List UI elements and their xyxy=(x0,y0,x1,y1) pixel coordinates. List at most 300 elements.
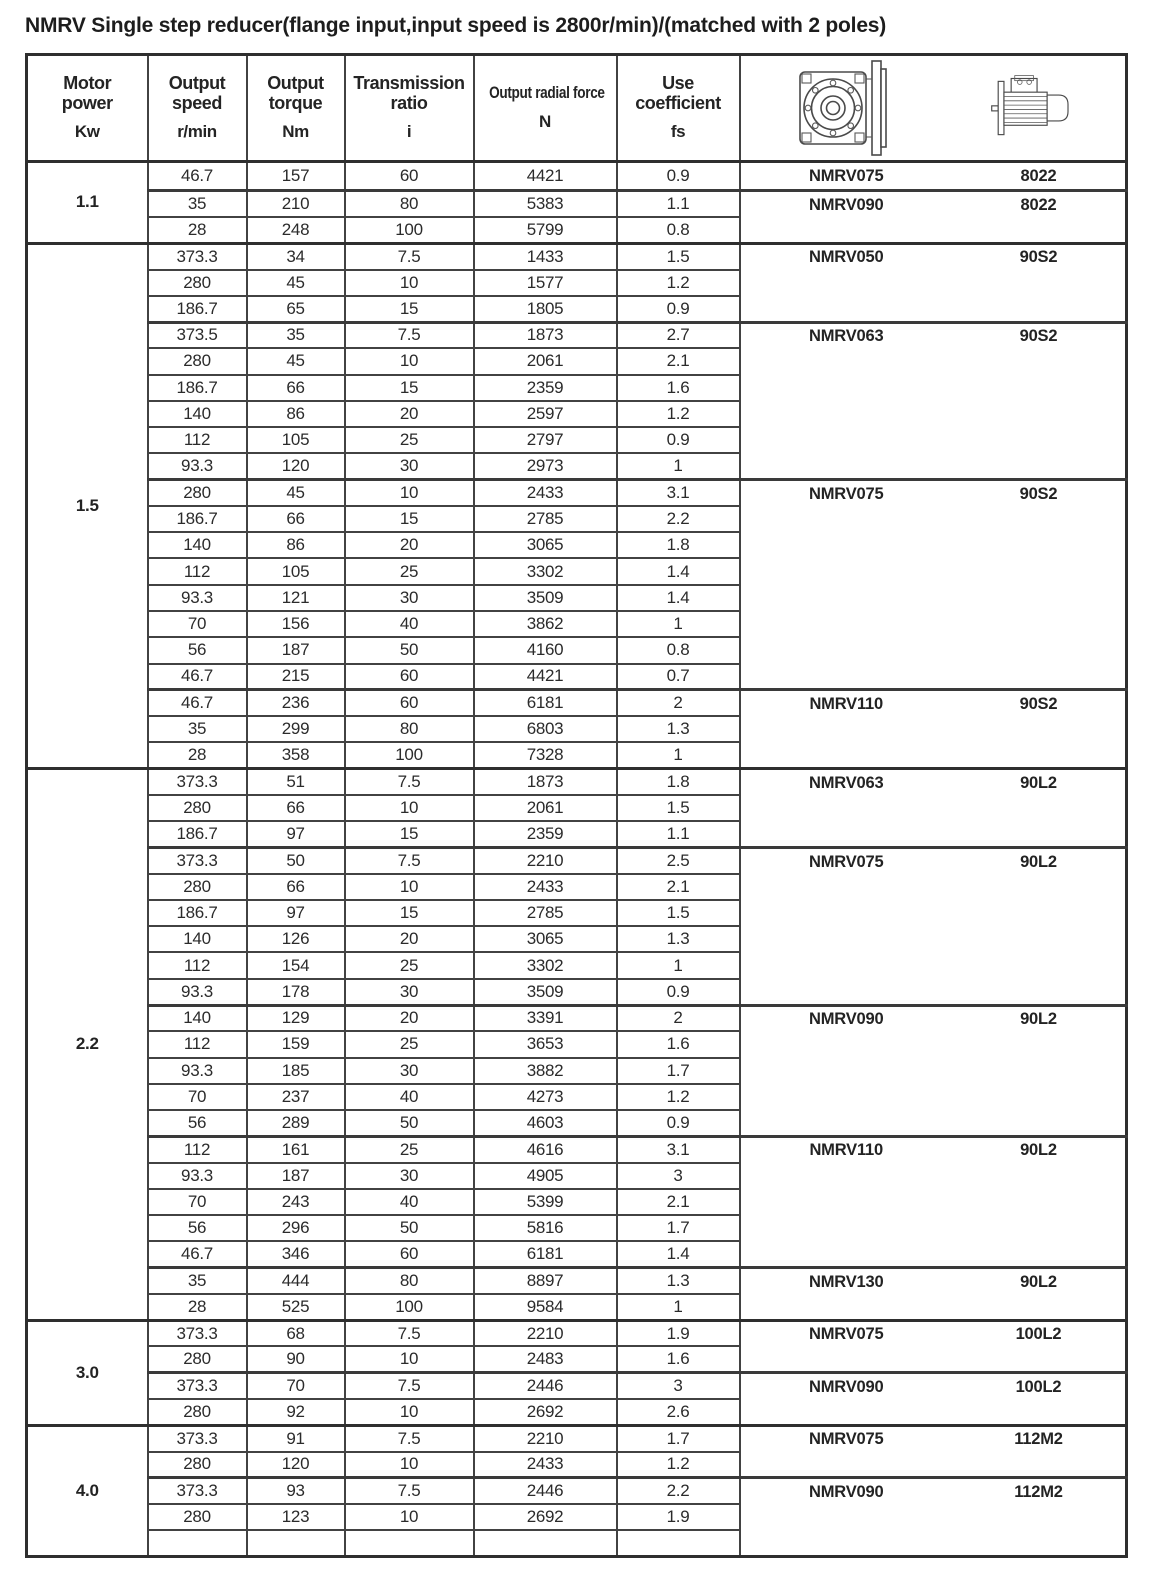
col-unit: N xyxy=(539,112,551,131)
use-coefficient-cell: 2 xyxy=(617,690,740,716)
output-torque-cell: 34 xyxy=(247,243,345,269)
col-label: Output radial force xyxy=(488,83,605,103)
output-radial-force-cell: 2433 xyxy=(474,480,617,506)
reducer-model-label: NMRV075 xyxy=(809,1325,884,1344)
col-label: coefficient xyxy=(635,92,721,113)
output-radial-force-cell: 2210 xyxy=(474,1320,617,1346)
col-header-output-speed xyxy=(148,55,247,162)
table-row xyxy=(27,1373,1127,1399)
transmission-ratio-cell: 10 xyxy=(345,874,474,900)
table-row xyxy=(27,162,1127,191)
output-speed-cell: 70 xyxy=(148,1189,247,1215)
transmission-ratio-cell: 7.5 xyxy=(345,1478,474,1504)
output-torque-cell: 92 xyxy=(247,1399,345,1425)
output-speed-cell: 280 xyxy=(148,795,247,821)
worm-gearbox-icon xyxy=(741,58,952,158)
use-coefficient-cell: 1.6 xyxy=(617,1346,740,1372)
reducer-model-label: NMRV090 xyxy=(809,195,884,214)
motor-frame-label: 90L2 xyxy=(1020,773,1057,792)
output-speed-cell: 373.3 xyxy=(148,847,247,873)
transmission-ratio-cell: 25 xyxy=(345,952,474,978)
use-coefficient-cell: 1.7 xyxy=(617,1215,740,1241)
output-torque-cell: 45 xyxy=(247,348,345,374)
output-radial-force-cell: 5383 xyxy=(474,191,617,217)
output-torque-cell: 154 xyxy=(247,952,345,978)
transmission-ratio-cell: 20 xyxy=(345,926,474,952)
motor-frame-label: 90S2 xyxy=(1019,694,1058,713)
output-speed-cell: 280 xyxy=(148,270,247,296)
transmission-ratio-cell: 25 xyxy=(345,427,474,453)
output-speed-cell: 186.7 xyxy=(148,296,247,322)
reducer-model-label: NMRV075 xyxy=(809,484,884,503)
col-label: power xyxy=(61,92,113,113)
use-coefficient-cell: 1.6 xyxy=(617,375,740,401)
output-radial-force-cell: 9584 xyxy=(474,1294,617,1320)
page-title: NMRV Single step reducer(flange input,input speed is 2800r/min)/(matched with 2 poles) xyxy=(25,14,887,37)
output-speed-cell: 56 xyxy=(148,637,247,663)
transmission-ratio-cell: 60 xyxy=(345,162,474,191)
transmission-ratio-cell: 60 xyxy=(345,690,474,716)
output-torque-cell: 123 xyxy=(247,1504,345,1530)
output-torque-cell: 66 xyxy=(247,874,345,900)
output-torque-cell: 185 xyxy=(247,1058,345,1084)
col-unit: i xyxy=(406,122,412,142)
output-torque-cell: 86 xyxy=(247,532,345,558)
table-row xyxy=(27,1478,1127,1504)
output-torque-cell: 159 xyxy=(247,1031,345,1057)
output-radial-force-cell: 2061 xyxy=(474,348,617,374)
use-coefficient-cell xyxy=(617,1530,740,1556)
output-torque-cell xyxy=(247,1530,345,1556)
transmission-ratio-cell: 15 xyxy=(345,506,474,532)
transmission-ratio-cell: 80 xyxy=(345,1268,474,1294)
output-speed-cell: 280 xyxy=(148,1346,247,1372)
output-speed-cell: 46.7 xyxy=(148,690,247,716)
model-frame-cell xyxy=(740,1373,1127,1426)
col-label: ratio xyxy=(390,92,428,113)
output-speed-cell: 28 xyxy=(148,742,247,768)
transmission-ratio-cell: 25 xyxy=(345,1031,474,1057)
transmission-ratio-cell: 15 xyxy=(345,900,474,926)
output-radial-force-cell: 2359 xyxy=(474,821,617,847)
output-speed-cell: 373.3 xyxy=(148,243,247,269)
use-coefficient-cell: 1.1 xyxy=(617,191,740,217)
output-torque-cell: 210 xyxy=(247,191,345,217)
output-speed-cell: 186.7 xyxy=(148,375,247,401)
table-row xyxy=(27,322,1127,348)
use-coefficient-cell: 0.9 xyxy=(617,979,740,1005)
col-header-output-radial-force xyxy=(474,55,617,162)
motor-frame-label: 90L2 xyxy=(1020,852,1057,871)
output-speed-cell: 112 xyxy=(148,427,247,453)
motor-frame-label: 8022 xyxy=(1020,195,1057,214)
output-radial-force-cell: 2785 xyxy=(474,506,617,532)
output-radial-force-cell: 1577 xyxy=(474,270,617,296)
transmission-ratio-cell: 10 xyxy=(345,1346,474,1372)
output-torque-cell: 161 xyxy=(247,1136,345,1162)
reducer-model-label: NMRV063 xyxy=(809,327,884,346)
use-coefficient-cell: 1.5 xyxy=(617,243,740,269)
col-unit: Nm xyxy=(282,122,309,142)
use-coefficient-cell: 1.6 xyxy=(617,1031,740,1057)
use-coefficient-cell: 2.1 xyxy=(617,874,740,900)
transmission-ratio-cell: 10 xyxy=(345,270,474,296)
output-speed-cell: 280 xyxy=(148,1504,247,1530)
output-torque-cell: 187 xyxy=(247,637,345,663)
reducer-model-label: NMRV110 xyxy=(809,694,883,713)
output-radial-force-cell: 4273 xyxy=(474,1084,617,1110)
output-speed-cell: 35 xyxy=(148,1268,247,1294)
output-torque-cell: 45 xyxy=(247,480,345,506)
model-frame-cell xyxy=(740,1268,1127,1321)
output-speed-cell: 373.3 xyxy=(148,769,247,795)
output-speed-cell: 140 xyxy=(148,1005,247,1031)
output-torque-cell: 105 xyxy=(247,427,345,453)
output-torque-cell: 444 xyxy=(247,1268,345,1294)
output-speed-cell: 140 xyxy=(148,401,247,427)
transmission-ratio-cell: 60 xyxy=(345,664,474,690)
col-unit: Kw xyxy=(74,122,100,142)
col-header-motor-power xyxy=(27,55,148,162)
transmission-ratio-cell: 7.5 xyxy=(345,1373,474,1399)
use-coefficient-cell: 1 xyxy=(617,952,740,978)
col-label: torque xyxy=(268,92,323,113)
output-torque-cell: 120 xyxy=(247,1452,345,1478)
motor-frame-label: 112M2 xyxy=(1014,1482,1063,1501)
output-speed-cell: 70 xyxy=(148,1084,247,1110)
transmission-ratio-cell: 25 xyxy=(345,1136,474,1162)
output-radial-force-cell: 1873 xyxy=(474,769,617,795)
output-torque-cell: 65 xyxy=(247,296,345,322)
motor-power-cell: 2.2 xyxy=(27,769,148,1321)
output-speed-cell: 46.7 xyxy=(148,1241,247,1267)
output-speed-cell: 56 xyxy=(148,1215,247,1241)
transmission-ratio-cell: 7.5 xyxy=(345,1320,474,1346)
output-radial-force-cell xyxy=(474,1530,617,1556)
use-coefficient-cell: 1.8 xyxy=(617,532,740,558)
output-torque-cell: 296 xyxy=(247,1215,345,1241)
use-coefficient-cell: 1.2 xyxy=(617,1084,740,1110)
output-radial-force-cell: 2446 xyxy=(474,1478,617,1504)
output-speed-cell: 280 xyxy=(148,874,247,900)
output-radial-force-cell: 2597 xyxy=(474,401,617,427)
motor-frame-label: 90S2 xyxy=(1019,327,1058,346)
output-torque-cell: 91 xyxy=(247,1425,345,1451)
output-speed-cell: 112 xyxy=(148,952,247,978)
table-row xyxy=(27,191,1127,217)
output-speed-cell: 186.7 xyxy=(148,900,247,926)
model-frame-cell xyxy=(740,1478,1127,1557)
motor-power-cell: 4.0 xyxy=(27,1425,148,1556)
table-row xyxy=(27,690,1127,716)
transmission-ratio-cell: 7.5 xyxy=(345,769,474,795)
output-torque-cell: 129 xyxy=(247,1005,345,1031)
output-torque-cell: 525 xyxy=(247,1294,345,1320)
motor-frame-label: 90L2 xyxy=(1020,1010,1057,1029)
output-radial-force-cell: 3509 xyxy=(474,585,617,611)
transmission-ratio-cell: 15 xyxy=(345,821,474,847)
model-frame-cell xyxy=(740,191,1127,244)
transmission-ratio-cell: 25 xyxy=(345,558,474,584)
output-torque-cell: 45 xyxy=(247,270,345,296)
spec-table xyxy=(25,53,1128,1558)
reducer-model-label: NMRV050 xyxy=(809,248,884,267)
transmission-ratio-cell: 40 xyxy=(345,1084,474,1110)
model-frame-cell xyxy=(740,480,1127,690)
output-torque-cell: 237 xyxy=(247,1084,345,1110)
use-coefficient-cell: 2.6 xyxy=(617,1399,740,1425)
col-header-transmission-ratio xyxy=(345,55,474,162)
output-speed-cell: 93.3 xyxy=(148,585,247,611)
reducer-model-label: NMRV075 xyxy=(809,1430,884,1449)
transmission-ratio-cell: 7.5 xyxy=(345,847,474,873)
output-torque-cell: 66 xyxy=(247,375,345,401)
output-radial-force-cell: 2797 xyxy=(474,427,617,453)
output-torque-cell: 66 xyxy=(247,506,345,532)
col-label: Output xyxy=(267,72,324,93)
output-radial-force-cell: 6803 xyxy=(474,716,617,742)
output-radial-force-cell: 3882 xyxy=(474,1058,617,1084)
output-speed-cell: 186.7 xyxy=(148,821,247,847)
output-torque-cell: 70 xyxy=(247,1373,345,1399)
use-coefficient-cell: 3 xyxy=(617,1373,740,1399)
output-radial-force-cell: 1805 xyxy=(474,296,617,322)
transmission-ratio-cell: 15 xyxy=(345,296,474,322)
output-radial-force-cell: 6181 xyxy=(474,1241,617,1267)
output-radial-force-cell: 2210 xyxy=(474,1425,617,1451)
output-torque-cell: 93 xyxy=(247,1478,345,1504)
motor-frame-label: 90S2 xyxy=(1019,248,1058,267)
output-radial-force-cell: 6181 xyxy=(474,690,617,716)
output-radial-force-cell: 4616 xyxy=(474,1136,617,1162)
reducer-model-label: NMRV110 xyxy=(809,1141,883,1160)
output-radial-force-cell: 7328 xyxy=(474,742,617,768)
use-coefficient-cell: 1.4 xyxy=(617,585,740,611)
transmission-ratio-cell: 10 xyxy=(345,480,474,506)
transmission-ratio-cell: 30 xyxy=(345,979,474,1005)
output-speed-cell: 112 xyxy=(148,1031,247,1057)
transmission-ratio-cell: 30 xyxy=(345,1058,474,1084)
output-speed-cell: 280 xyxy=(148,1399,247,1425)
use-coefficient-cell: 0.9 xyxy=(617,427,740,453)
use-coefficient-cell: 0.9 xyxy=(617,162,740,191)
motor-power-cell: 3.0 xyxy=(27,1320,148,1425)
model-frame-cell xyxy=(740,1136,1127,1267)
output-torque-cell: 97 xyxy=(247,821,345,847)
reducer-model-label: NMRV075 xyxy=(809,852,884,871)
use-coefficient-cell: 1.4 xyxy=(617,558,740,584)
output-radial-force-cell: 2692 xyxy=(474,1504,617,1530)
transmission-ratio-cell: 100 xyxy=(345,1294,474,1320)
motor-frame-label: 90L2 xyxy=(1020,1272,1057,1291)
output-speed-cell: 93.3 xyxy=(148,1058,247,1084)
output-radial-force-cell: 3065 xyxy=(474,926,617,952)
use-coefficient-cell: 1.1 xyxy=(617,821,740,847)
use-coefficient-cell: 1 xyxy=(617,1294,740,1320)
transmission-ratio-cell: 10 xyxy=(345,795,474,821)
use-coefficient-cell: 1.2 xyxy=(617,1452,740,1478)
output-torque-cell: 289 xyxy=(247,1110,345,1136)
table-row xyxy=(27,1320,1127,1346)
output-speed-cell: 373.5 xyxy=(148,322,247,348)
use-coefficient-cell: 1.2 xyxy=(617,401,740,427)
use-coefficient-cell: 0.9 xyxy=(617,1110,740,1136)
motor-frame-label: 8022 xyxy=(1020,166,1057,185)
output-radial-force-cell: 2359 xyxy=(474,375,617,401)
output-radial-force-cell: 2433 xyxy=(474,1452,617,1478)
table-row xyxy=(27,769,1127,795)
output-torque-cell: 126 xyxy=(247,926,345,952)
use-coefficient-cell: 1.5 xyxy=(617,795,740,821)
model-frame-cell xyxy=(740,243,1127,322)
output-speed-cell: 140 xyxy=(148,926,247,952)
transmission-ratio-cell: 100 xyxy=(345,742,474,768)
transmission-ratio-cell: 80 xyxy=(345,191,474,217)
output-torque-cell: 358 xyxy=(247,742,345,768)
motor-frame-label: 90L2 xyxy=(1020,1141,1057,1160)
output-speed-cell: 93.3 xyxy=(148,453,247,479)
col-label: Motor xyxy=(63,72,112,93)
output-radial-force-cell: 2692 xyxy=(474,1399,617,1425)
use-coefficient-cell: 1.3 xyxy=(617,1268,740,1294)
output-radial-force-cell: 3302 xyxy=(474,558,617,584)
output-speed-cell: 93.3 xyxy=(148,1163,247,1189)
electric-motor-icon xyxy=(952,74,1125,142)
output-radial-force-cell: 4160 xyxy=(474,637,617,663)
reducer-model-label: NMRV090 xyxy=(809,1010,884,1029)
model-frame-cell xyxy=(740,1005,1127,1136)
output-torque-cell: 50 xyxy=(247,847,345,873)
use-coefficient-cell: 1.3 xyxy=(617,926,740,952)
output-radial-force-cell: 4603 xyxy=(474,1110,617,1136)
transmission-ratio-cell: 100 xyxy=(345,217,474,243)
table-row xyxy=(27,1425,1127,1451)
transmission-ratio-cell xyxy=(345,1530,474,1556)
transmission-ratio-cell: 40 xyxy=(345,611,474,637)
transmission-ratio-cell: 40 xyxy=(345,1189,474,1215)
use-coefficient-cell: 1 xyxy=(617,611,740,637)
use-coefficient-cell: 1.9 xyxy=(617,1504,740,1530)
output-radial-force-cell: 2061 xyxy=(474,795,617,821)
model-frame-cell xyxy=(740,162,1127,191)
output-torque-cell: 86 xyxy=(247,401,345,427)
use-coefficient-cell: 2.1 xyxy=(617,1189,740,1215)
transmission-ratio-cell: 80 xyxy=(345,716,474,742)
output-torque-cell: 187 xyxy=(247,1163,345,1189)
output-torque-cell: 120 xyxy=(247,453,345,479)
output-speed-cell: 35 xyxy=(148,716,247,742)
use-coefficient-cell: 2.2 xyxy=(617,1478,740,1504)
output-speed-cell: 186.7 xyxy=(148,506,247,532)
motor-frame-label: 90S2 xyxy=(1019,484,1058,503)
use-coefficient-cell: 2 xyxy=(617,1005,740,1031)
transmission-ratio-cell: 7.5 xyxy=(345,322,474,348)
table-row xyxy=(27,480,1127,506)
output-radial-force-cell: 4905 xyxy=(474,1163,617,1189)
reducer-model-label: NMRV090 xyxy=(809,1377,884,1396)
output-torque-cell: 248 xyxy=(247,217,345,243)
output-speed-cell: 373.3 xyxy=(148,1425,247,1451)
output-speed-cell: 35 xyxy=(148,191,247,217)
output-radial-force-cell: 4421 xyxy=(474,664,617,690)
spec-table-body xyxy=(27,162,1127,1557)
motor-frame-label: 100L2 xyxy=(1015,1325,1062,1344)
use-coefficient-cell: 1.8 xyxy=(617,769,740,795)
output-speed-cell: 280 xyxy=(148,348,247,374)
output-speed-cell: 28 xyxy=(148,217,247,243)
reducer-model-label: NMRV130 xyxy=(809,1272,884,1291)
reducer-model-label: NMRV075 xyxy=(809,166,884,185)
output-speed-cell: 280 xyxy=(148,1452,247,1478)
use-coefficient-cell: 1.9 xyxy=(617,1320,740,1346)
output-speed-cell: 70 xyxy=(148,611,247,637)
transmission-ratio-cell: 50 xyxy=(345,637,474,663)
transmission-ratio-cell: 10 xyxy=(345,1399,474,1425)
motor-frame-label: 100L2 xyxy=(1015,1377,1062,1396)
use-coefficient-cell: 1.2 xyxy=(617,270,740,296)
motor-power-cell: 1.1 xyxy=(27,162,148,244)
output-speed-cell: 56 xyxy=(148,1110,247,1136)
model-frame-cell xyxy=(740,1425,1127,1478)
output-radial-force-cell: 2483 xyxy=(474,1346,617,1372)
col-label: Output xyxy=(168,72,226,93)
output-speed-cell xyxy=(148,1530,247,1556)
output-torque-cell: 68 xyxy=(247,1320,345,1346)
col-unit: r/min xyxy=(177,122,217,142)
transmission-ratio-cell: 7.5 xyxy=(345,243,474,269)
transmission-ratio-cell: 20 xyxy=(345,1005,474,1031)
use-coefficient-cell: 2.5 xyxy=(617,847,740,873)
spec-table-head xyxy=(27,55,1127,162)
output-radial-force-cell: 3391 xyxy=(474,1005,617,1031)
output-torque-cell: 121 xyxy=(247,585,345,611)
output-radial-force-cell: 2433 xyxy=(474,874,617,900)
use-coefficient-cell: 3 xyxy=(617,1163,740,1189)
output-radial-force-cell: 4421 xyxy=(474,162,617,191)
table-row xyxy=(27,243,1127,269)
output-speed-cell: 93.3 xyxy=(148,979,247,1005)
transmission-ratio-cell: 60 xyxy=(345,1241,474,1267)
output-torque-cell: 35 xyxy=(247,322,345,348)
use-coefficient-cell: 1.3 xyxy=(617,716,740,742)
output-torque-cell: 51 xyxy=(247,769,345,795)
model-frame-cell xyxy=(740,847,1127,1005)
use-coefficient-cell: 0.7 xyxy=(617,664,740,690)
output-radial-force-cell: 8897 xyxy=(474,1268,617,1294)
transmission-ratio-cell: 15 xyxy=(345,375,474,401)
output-torque-cell: 157 xyxy=(247,162,345,191)
model-frame-cell xyxy=(740,769,1127,848)
use-coefficient-cell: 1.7 xyxy=(617,1425,740,1451)
reducer-model-label: NMRV063 xyxy=(809,773,884,792)
col-label: Use xyxy=(662,72,694,93)
output-torque-cell: 215 xyxy=(247,664,345,690)
transmission-ratio-cell: 10 xyxy=(345,348,474,374)
transmission-ratio-cell: 30 xyxy=(345,1163,474,1189)
output-radial-force-cell: 2973 xyxy=(474,453,617,479)
use-coefficient-cell: 0.8 xyxy=(617,637,740,663)
transmission-ratio-cell: 30 xyxy=(345,585,474,611)
output-speed-cell: 112 xyxy=(148,558,247,584)
output-radial-force-cell: 3653 xyxy=(474,1031,617,1057)
use-coefficient-cell: 1 xyxy=(617,453,740,479)
output-radial-force-cell: 1433 xyxy=(474,243,617,269)
output-speed-cell: 140 xyxy=(148,532,247,558)
output-radial-force-cell: 2446 xyxy=(474,1373,617,1399)
output-speed-cell: 280 xyxy=(148,480,247,506)
output-radial-force-cell: 3302 xyxy=(474,952,617,978)
transmission-ratio-cell: 20 xyxy=(345,532,474,558)
